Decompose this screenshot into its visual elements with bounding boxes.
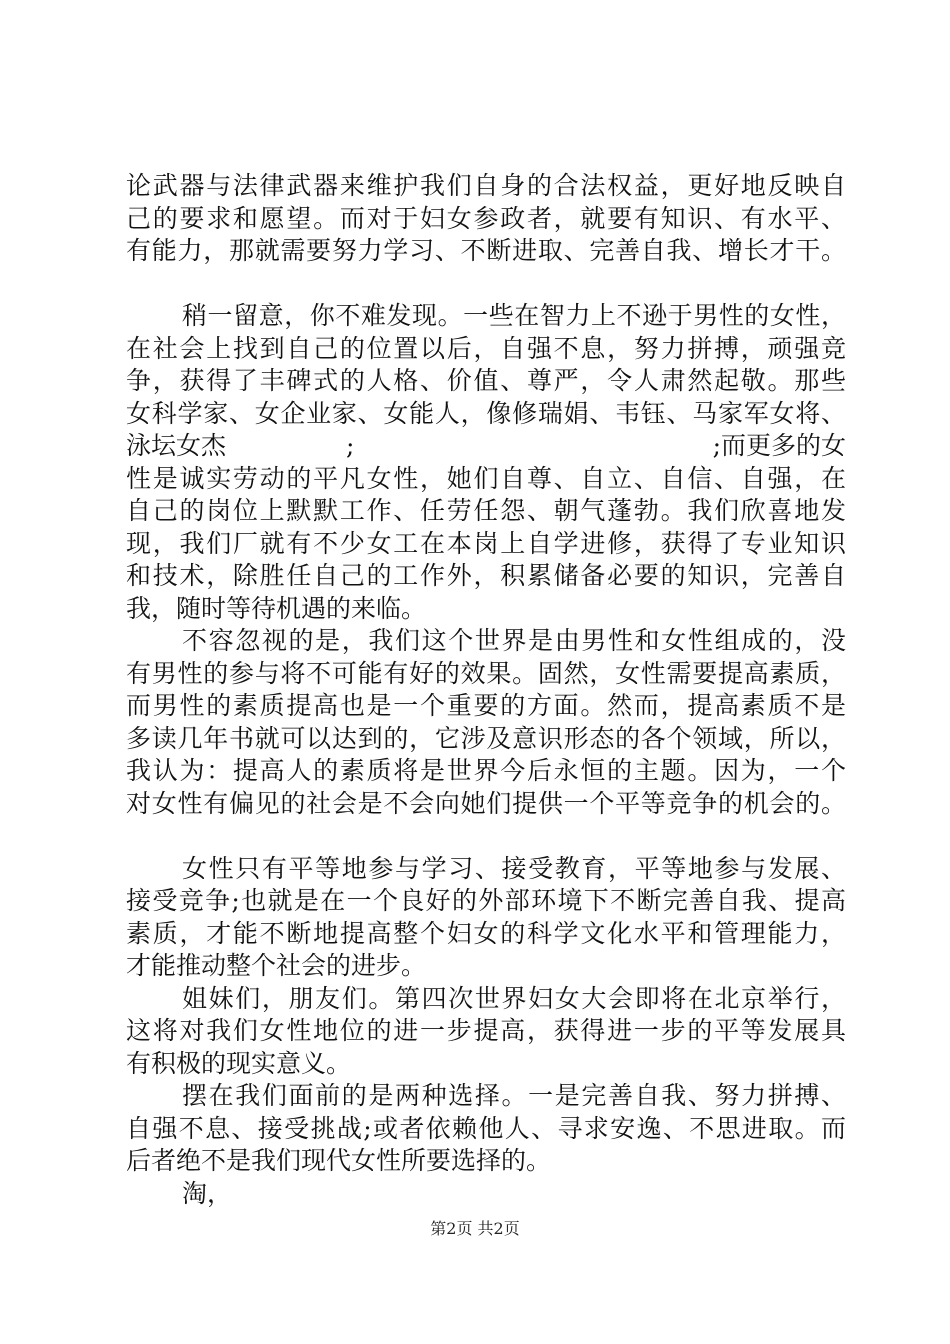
- text-line: 有男性的参与将不可能有好的效果。固然，女性需要提高素质，: [126, 658, 846, 688]
- text-line: 自强不息、接受挑战;或者依赖他人、寻求安逸、不思进取。而: [126, 1113, 846, 1143]
- text-line: 我认为：提高人的素质将是世界今后永恒的主题。因为，一个: [126, 756, 846, 785]
- text-line: 和技术，除胜任自己的工作外，积累储备必要的知识，完善自: [126, 561, 846, 590]
- text-line: 不容忽视的是，我们这个世界是由男性和女性组成的，没: [182, 626, 846, 655]
- paragraph-gap: [126, 268, 846, 301]
- text-fragment: ;而更多的女: [712, 431, 846, 460]
- text-line: 争，获得了丰碑式的人格、价值、尊严，令人肃然起敬。那些: [126, 366, 846, 395]
- text-line: 淘，: [182, 1178, 233, 1208]
- text-line-with-gaps: [126, 430, 846, 463]
- text-line: 有积极的现实意义。: [126, 1048, 352, 1078]
- paragraph-7: [126, 1178, 846, 1211]
- text-line: 这将对我们女性地位的进一步提高，获得进一步的平等发展具: [126, 1016, 846, 1045]
- paragraph-2: [126, 300, 846, 625]
- text-line: 姐妹们，朋友们。第四次世界妇女大会即将在北京举行，: [182, 983, 846, 1013]
- text-line: 自己的岗位上默默工作、任劳任怨、朝气蓬勃。我们欣喜地发: [126, 496, 846, 525]
- text-line: 在社会上找到自己的位置以后，自强不息，努力拼搏，顽强竞: [126, 333, 846, 363]
- text-line: 女科学家、女企业家、女能人，像修瑞娟、韦钰、马家军女将、: [126, 398, 846, 428]
- text-line: 而男性的素质提高也是一个重要的方面。然而，提高素质不是: [126, 691, 846, 720]
- text-line: 对女性有偏见的社会是不会向她们提供一个平等竞争的机会的。: [126, 788, 846, 818]
- text-fragment: ;: [346, 431, 355, 460]
- page-footer: [0, 1216, 950, 1239]
- paragraph-4: [126, 853, 846, 983]
- paragraph-6: [126, 1080, 846, 1178]
- text-line: 多读几年书就可以达到的，它涉及意识形态的各个领域，所以，: [126, 723, 846, 753]
- text-line: 素质，才能不断地提高整个妇女的科学文化水平和管理能力，: [126, 918, 846, 948]
- page-number: 第2页 共2页: [430, 1219, 520, 1238]
- paragraph-1: [126, 170, 846, 268]
- text-line: 论武器与法律武器来维护我们自身的合法权益，更好地反映自: [126, 171, 846, 200]
- text-line: 才能推动整个社会的进步。: [126, 951, 427, 980]
- text-line: 有能力，那就需要努力学习、不断进取、完善自我、增长才干。: [126, 236, 846, 265]
- text-line: 稍一留意，你不难发现。一些在智力上不逊于男性的女性，: [182, 301, 846, 330]
- text-line: 己的要求和愿望。而对于妇女参政者，就要有知识、有水平、: [126, 203, 846, 233]
- paragraph-gap: [126, 820, 846, 853]
- text-line: 性是诚实劳动的平凡女性，她们自尊、自立、自信、自强，在: [126, 463, 846, 493]
- text-line: 摆在我们面前的是两种选择。一是完善自我、努力拼搏、: [182, 1081, 846, 1110]
- paragraph-3: [126, 625, 846, 820]
- text-line: 我，随时等待机遇的来临。: [126, 593, 427, 623]
- paragraph-5: [126, 983, 846, 1081]
- text-fragment: 泳坛女杰: [126, 431, 227, 460]
- text-line: 后者绝不是我们现代女性所要选择的。: [126, 1146, 552, 1175]
- document-body: [126, 170, 846, 1210]
- text-line: 现，我们厂就有不少女工在本岗上自学进修，获得了专业知识: [126, 528, 846, 558]
- text-line: 接受竞争;也就是在一个良好的外部环境下不断完善自我、提高: [126, 886, 846, 915]
- text-line: 女性只有平等地参与学习、接受教育，平等地参与发展、: [182, 853, 846, 883]
